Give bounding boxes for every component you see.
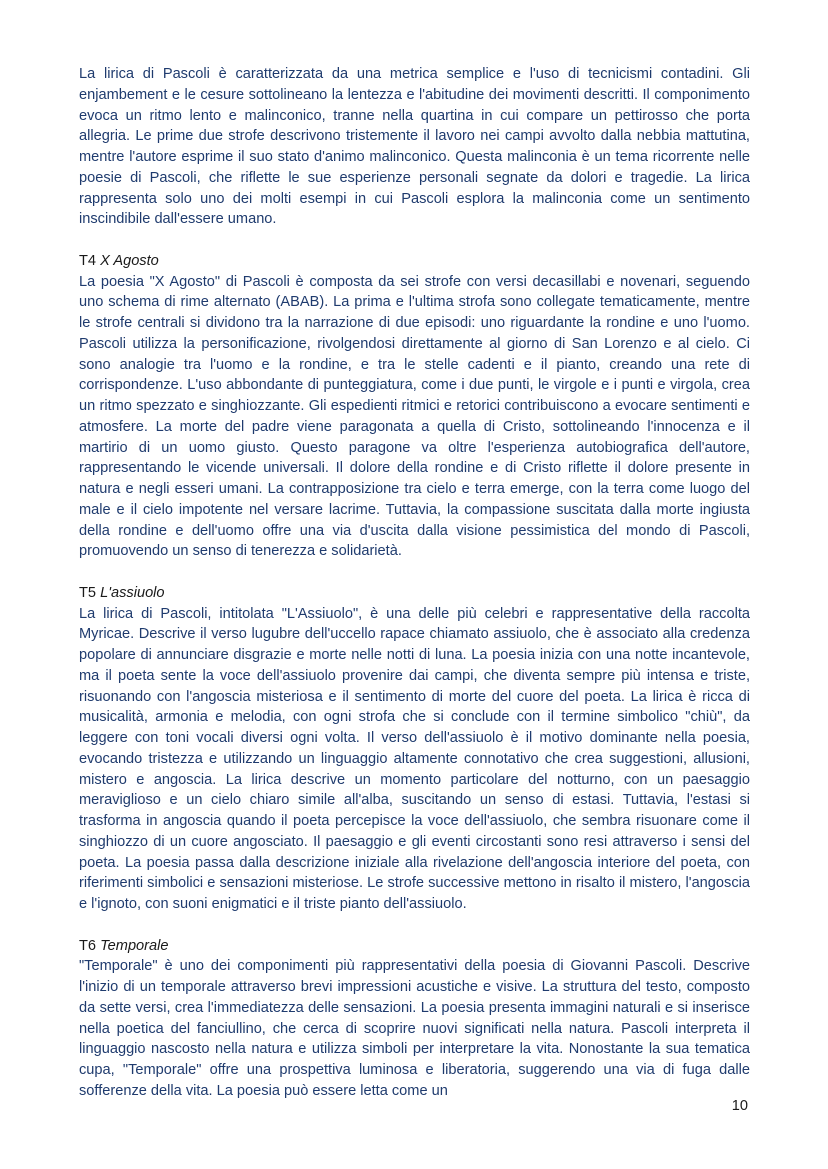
section-paragraph: La poesia "X Agosto" di Pascoli è composta da sei strofe con versi decasillabi e novenari, seguendo uno schema di rime alternato (ABAB). La prima e l'ultima strofa sono collegate tematicamente, mentre le strofe centrali si dividono tra la narrazione di due episodi: uno riguardante la rondine e uno l'uomo. Pascoli utilizza la personificazione, rivolgendosi direttamente al giorno di San Lorenzo e al cielo. Ci sono analogie tra l'uomo e la rondine, e tra le stelle cadenti e il pianto, creando una rete di corrispondenze. L'uso abbondante di punteggiatura, come i due punti, le virgole e i punti e virgola, crea un ritmo spezzato e singhiozzante. Gli espedienti ritmici e retorici contribuiscono a evocare sentimenti e atmosfere. La morte del padre viene paragonata a quella di Cristo, sottolineando l'innocenza e il martirio di un uomo giusto. Questo paragone va oltre l'esperienza autobiografica dell'autore, rappresentando le vicende universali. Il dolore della rondine e di Cristo riflette il dolore presente in natura e negli esseri umani. La contrapposizione tra cielo e terra emerge, con la terra come luogo del male e il cielo impotente nel versare lacrime. Tuttavia, la compassione suscitata dalla morte ingiusta della rondine e dell'uomo offre una via d'uscita dalla visione pessimistica del mondo di Pascoli, promuovendo un senso di tenerezza e solidarietà. (79, 273, 750, 560)
intro-paragraph: La lirica di Pascoli è caratterizzata da una metrica semplice e l'uso di tecnicismi contadini. Gli enjambement e le cesure sottolineano la lentezza e l'abitudine dei movimenti descritti. Il componimento evoca un ritmo lento e malinconico, tranne nella quartina in cui compare un pettirosso che porta allegria. Le prime due strofe descrivono tristemente il lavoro nei campi avvolto dalla nebbia mattutina, mentre l'autore esprime il suo stato d'animo malinconico. Questa malinconia è un tema ricorrente nelle poesie di Pascoli, che riflette le sue esperienze personali segnate da dolori e tragedie. La lirica rappresenta solo uno dei molti esempi in cui Pascoli esplora la malinconia come un sentimento inscindibile dall'essere umano. (79, 66, 750, 228)
document-page (79, 64, 750, 1102)
section-paragraph: "Temporale" è uno dei componimenti più rappresentativi della poesia di Giovanni Pascoli. Descrive l'inizio di un temporale attraverso brevi impressioni acustiche e visive. La struttura del testo, composto da sette versi, crea l'immediatezza delle sensazioni. La poesia presenta immagini naturali e si inserisce nella poetica del fanciullino, che cerca di scoprire nuovi significati nella natura. Pascoli interpreta il linguaggio nascosto nella natura e utilizza simboli per interpretare la vita. Nonostante la sua tematica cupa, "Temporale" offre una prospettiva luminosa e liberatoria, suggerendo una via di fuga dalle sofferenze della vita. La poesia può essere letta come un (79, 958, 750, 1099)
section-title: Temporale (100, 937, 169, 954)
section-heading (79, 936, 750, 957)
section-heading (79, 583, 750, 604)
section-t4 (79, 251, 750, 562)
section-number: T6 (79, 937, 97, 954)
section-t6 (79, 936, 750, 1102)
section-title: X Agosto (100, 252, 159, 269)
section-heading (79, 251, 750, 272)
section-number: T5 (79, 584, 97, 601)
section-number: T4 (79, 252, 97, 269)
section-title: L'assiuolo (100, 584, 165, 601)
section-t5 (79, 583, 750, 915)
page-number: 10 (731, 1098, 748, 1114)
section-paragraph: La lirica di Pascoli, intitolata "L'Assiuolo", è una delle più celebri e rappresentative della raccolta Myricae. Descrive il verso lugubre dell'uccello rapace chiamato assiuolo, che è associato alla credenza popolare di annunciare disgrazie e morte nelle notti di luna. La poesia inizia con una notte incantevole, ma il poeta sente la voce dell'assiuolo provenire dai campi, che diventa sempre più intensa e triste, risuonando con l'angoscia misteriosa e il sentimento di morte del cuore del poeta. La lirica è ricca di musicalità, armonia e melodia, con ogni strofa che si conclude con il termine simbolico "chiù", da leggere con toni vocali diversi ogni volta. Il verso dell'assiuolo è il motivo dominante nella poesia, evocando tristezza e utilizzando un linguaggio altamente connotativo che crea suggestioni, allusioni, mistero e angoscia. La lirica descrive un momento particolare del notturno, con un paesaggio meraviglioso e un cielo chiaro simile all'alba, suscitando un senso di estasi. Tuttavia, l'estasi si trasforma in angoscia quando il poeta percepisce la voce dell'assiuolo, che sembra risuonare come il singhiozzo di un cuore angosciato. Il paesaggio e gli eventi circostanti sono resi attraverso i sensi del poeta. La poesia passa dalla descrizione iniziale alla rivelazione dell'angoscia interiore del poeta, con riferimenti simbolici e sensazioni misteriose. Le strofe successive mettono in risalto il mistero, l'angoscia e l'ignoto, con suoni enigmatici e il triste pianto dell'assiuolo. (79, 605, 750, 912)
